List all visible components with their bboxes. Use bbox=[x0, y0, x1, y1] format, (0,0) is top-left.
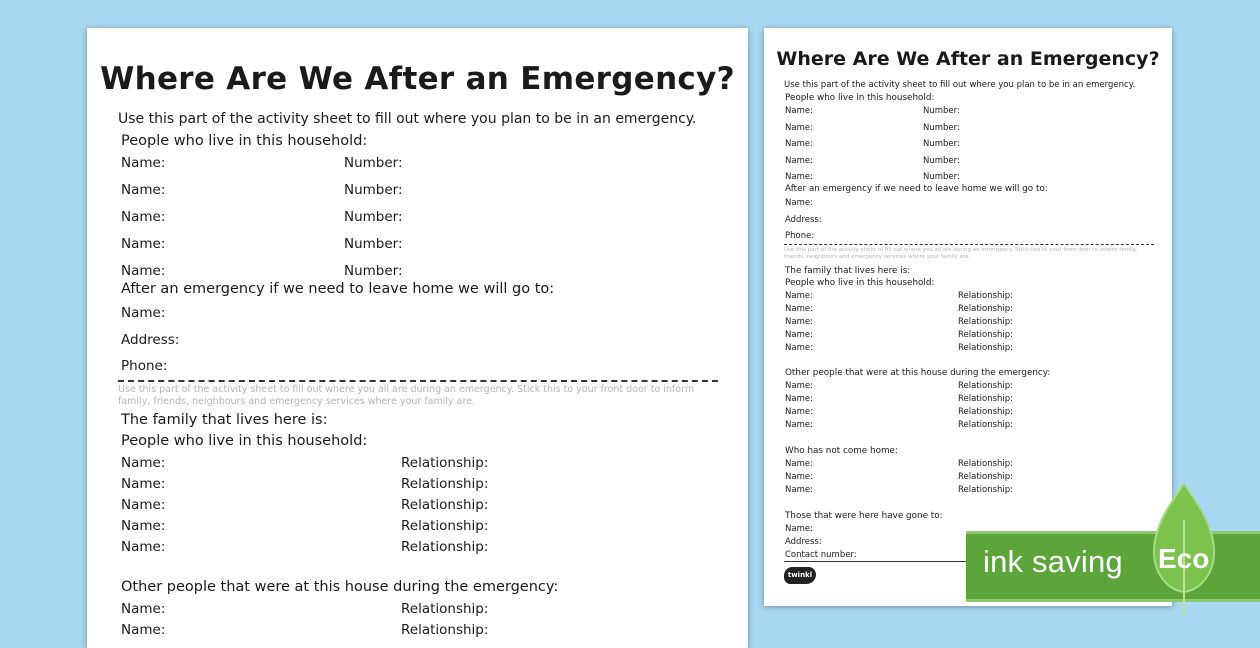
worksheet-preview-large bbox=[87, 28, 748, 648]
relationship-label: Relationship: bbox=[401, 622, 489, 638]
name-label: Name: bbox=[785, 156, 813, 166]
name-label: Name: bbox=[785, 304, 813, 314]
cut-note: Use this part of the activity sheet to fill out where you all are during an emergency. Stick this to your front door to inform family, friends, neighbours and emergency services where your family are. bbox=[784, 247, 1138, 260]
relationship-label: Relationship: bbox=[958, 343, 1014, 353]
name-label: Name: bbox=[785, 472, 813, 482]
name-label: Name: bbox=[121, 209, 166, 225]
relationship-label: Relationship: bbox=[958, 472, 1014, 482]
relationship-label: Relationship: bbox=[958, 291, 1014, 301]
ink-saving-text: ink saving bbox=[983, 544, 1123, 579]
number-label: Number: bbox=[923, 123, 960, 133]
number-label: Number: bbox=[344, 236, 403, 252]
name-label: Name: bbox=[121, 476, 166, 492]
intro-text: Use this part of the activity sheet to fill out where you plan to be in an emergency. bbox=[784, 80, 1136, 90]
name-label: Name: bbox=[121, 182, 166, 198]
name-label: Name: bbox=[785, 139, 813, 149]
relationship-label: Relationship: bbox=[401, 497, 489, 513]
worksheet-preview-small bbox=[764, 28, 1172, 606]
relationship-label: Relationship: bbox=[401, 455, 489, 471]
relationship-label: Relationship: bbox=[958, 420, 1014, 430]
name-label: Name: bbox=[785, 123, 813, 133]
address-label: Address: bbox=[785, 537, 822, 547]
relationship-label: Relationship: bbox=[401, 476, 489, 492]
relationship-label: Relationship: bbox=[958, 330, 1014, 340]
relationship-label: Relationship: bbox=[958, 459, 1014, 469]
cut-note: Use this part of the activity sheet to fill out where you all are during an emergency. Stick this to your front door to inform family, friends, neighbours and emergency services where your family are. bbox=[118, 384, 695, 407]
name-label: Name: bbox=[785, 330, 813, 340]
name-label: Name: bbox=[121, 236, 166, 252]
other-heading: Other people that were at this house during the emergency: bbox=[785, 368, 1051, 378]
relationship-label: Relationship: bbox=[401, 601, 489, 617]
name-label: Name: bbox=[785, 317, 813, 327]
name-label: Name: bbox=[785, 524, 813, 534]
contact-number-label: Contact number: bbox=[785, 550, 857, 560]
name-label: Name: bbox=[121, 263, 166, 279]
name-label: Name: bbox=[121, 601, 166, 617]
cut-line bbox=[784, 244, 1154, 245]
name-label: Name: bbox=[785, 343, 813, 353]
number-label: Number: bbox=[344, 182, 403, 198]
eco-badge-text: Eco bbox=[1158, 543, 1210, 574]
people-heading: People who live in this household: bbox=[785, 93, 935, 103]
name-label: Name: bbox=[785, 485, 813, 495]
address-label: Address: bbox=[121, 332, 180, 348]
relationship-label: Relationship: bbox=[958, 381, 1014, 391]
name-label: Name: bbox=[785, 381, 813, 391]
not-home-heading: Who has not come home: bbox=[785, 446, 898, 456]
number-label: Number: bbox=[923, 106, 960, 116]
number-label: Number: bbox=[923, 172, 960, 182]
number-label: Number: bbox=[344, 155, 403, 171]
gone-heading: Those that were here have gone to: bbox=[785, 511, 943, 521]
intro-text: Use this part of the activity sheet to fill out where you plan to be in an emergency. bbox=[118, 111, 697, 127]
name-label: Name: bbox=[121, 155, 166, 171]
leave-heading: After an emergency if we need to leave home we will go to: bbox=[785, 184, 1048, 194]
name-label: Name: bbox=[121, 455, 166, 471]
family-heading: The family that lives here is: bbox=[785, 266, 911, 276]
name-label: Name: bbox=[121, 539, 166, 555]
phone-label: Phone: bbox=[121, 358, 168, 374]
name-label: Name: bbox=[785, 106, 813, 116]
phone-label: Phone: bbox=[785, 231, 815, 241]
name-label: Name: bbox=[785, 198, 813, 208]
name-label: Name: bbox=[785, 291, 813, 301]
name-label: Name: bbox=[785, 172, 813, 182]
family-heading: The family that lives here is: bbox=[121, 412, 328, 428]
page-title: Where Are We After an Emergency? bbox=[100, 61, 735, 97]
name-label: Name: bbox=[785, 407, 813, 417]
household-heading: People who live in this household: bbox=[785, 278, 935, 288]
number-label: Number: bbox=[923, 156, 960, 166]
people-heading: People who live in this household: bbox=[121, 133, 368, 149]
name-label: Name: bbox=[121, 622, 166, 638]
relationship-label: Relationship: bbox=[401, 539, 489, 555]
name-label: Name: bbox=[785, 394, 813, 404]
twinkl-logo: twinkl bbox=[784, 567, 816, 584]
household-heading: People who live in this household: bbox=[121, 433, 368, 449]
name-label: Name: bbox=[785, 459, 813, 469]
relationship-label: Relationship: bbox=[958, 394, 1014, 404]
relationship-label: Relationship: bbox=[958, 485, 1014, 495]
address-label: Address: bbox=[785, 215, 822, 225]
leave-heading: After an emergency if we need to leave home we will go to: bbox=[121, 281, 555, 297]
relationship-label: Relationship: bbox=[401, 518, 489, 534]
name-label: Name: bbox=[121, 518, 166, 534]
relationship-label: Relationship: bbox=[958, 407, 1014, 417]
name-label: Name: bbox=[121, 305, 166, 321]
cut-line bbox=[118, 380, 718, 382]
number-label: Number: bbox=[344, 209, 403, 225]
relationship-label: Relationship: bbox=[958, 304, 1014, 314]
name-label: Name: bbox=[121, 497, 166, 513]
page-title: Where Are We After an Emergency? bbox=[776, 48, 1160, 70]
number-label: Number: bbox=[923, 139, 960, 149]
name-label: Name: bbox=[785, 420, 813, 430]
relationship-label: Relationship: bbox=[958, 317, 1014, 327]
number-label: Number: bbox=[344, 263, 403, 279]
other-heading: Other people that were at this house during the emergency: bbox=[121, 579, 559, 595]
